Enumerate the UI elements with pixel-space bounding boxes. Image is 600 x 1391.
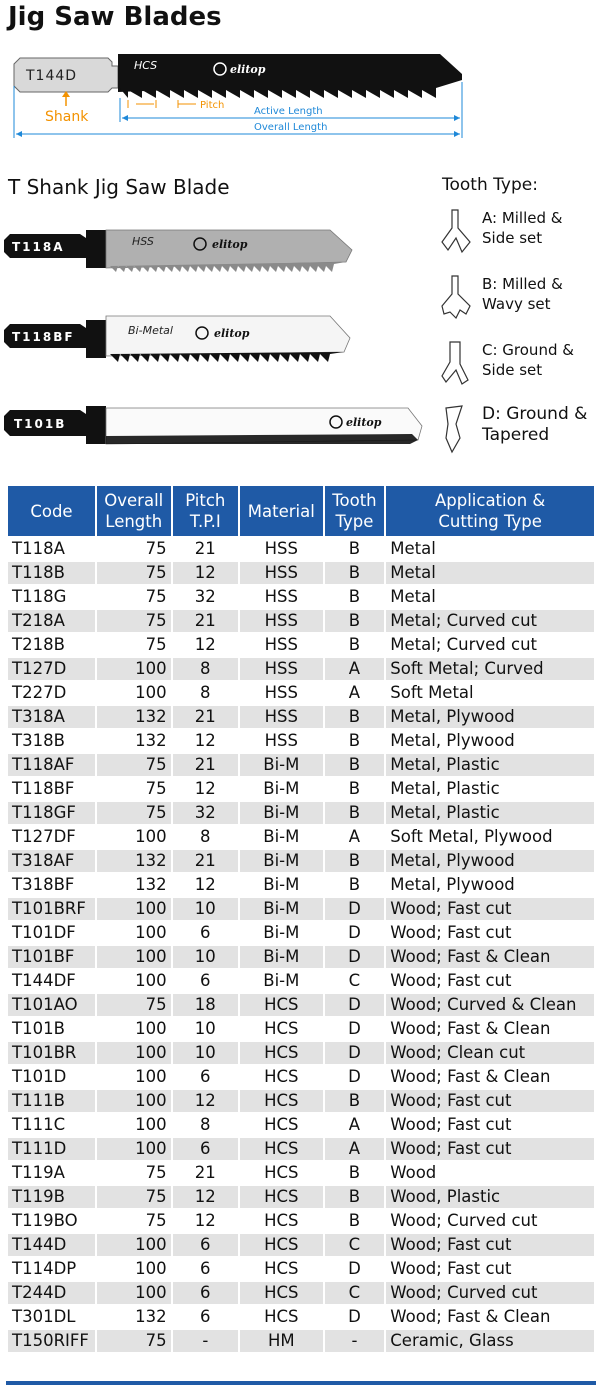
cell-pitch: 8 (173, 682, 238, 706)
cell-application: Metal, Plywood (386, 706, 594, 730)
cell-application: Ceramic, Glass (386, 1330, 594, 1354)
cell-code: T101B (8, 1018, 95, 1042)
cell-tooth-type: - (325, 1330, 385, 1354)
cell-pitch: 6 (173, 970, 238, 994)
cell-tooth-type: C (325, 1282, 385, 1306)
cell-material: Bi-M (240, 850, 323, 874)
cell-tooth-type: B (325, 586, 385, 610)
cell-tooth-type: B (325, 730, 385, 754)
table-row (8, 1018, 594, 1042)
cell-pitch: 10 (173, 946, 238, 970)
cell-application: Metal, Plastic (386, 802, 594, 826)
cell-overall-length: 75 (97, 634, 171, 658)
cell-application: Metal, Plywood (386, 730, 594, 754)
cell-pitch: 21 (173, 538, 238, 562)
cell-code: T218B (8, 634, 95, 658)
cell-code: T119A (8, 1162, 95, 1186)
cell-overall-length: 100 (97, 1114, 171, 1138)
cell-application: Metal; Curved cut (386, 634, 594, 658)
cell-code: T119B (8, 1186, 95, 1210)
blade-3-code: T101B (14, 417, 67, 431)
cell-application: Metal (386, 562, 594, 586)
cell-material: Bi-M (240, 754, 323, 778)
table-row (8, 1066, 594, 1090)
cell-code: T318AF (8, 850, 95, 874)
cell-code: T301DL (8, 1306, 95, 1330)
cell-code: T318B (8, 730, 95, 754)
cell-application: Soft Metal, Plywood (386, 826, 594, 850)
table-row (8, 1258, 594, 1282)
cell-application: Wood; Fast & Clean (386, 1066, 594, 1090)
cell-pitch: 12 (173, 562, 238, 586)
cell-overall-length: 100 (97, 1090, 171, 1114)
tooth-type-b (440, 274, 600, 334)
header-overall-length: Overall Length (97, 486, 171, 538)
table-row (8, 946, 594, 970)
cell-overall-length: 100 (97, 922, 171, 946)
cell-material: HCS (240, 1090, 323, 1114)
cell-pitch: 21 (173, 754, 238, 778)
cell-pitch: 10 (173, 898, 238, 922)
cell-pitch: 12 (173, 1186, 238, 1210)
cell-pitch: 12 (173, 634, 238, 658)
cell-pitch: 12 (173, 1090, 238, 1114)
cell-application: Metal, Plastic (386, 754, 594, 778)
cell-pitch: 6 (173, 1234, 238, 1258)
cell-application: Wood; Fast cut (386, 1138, 594, 1162)
cell-code: T127DF (8, 826, 95, 850)
cell-material: HCS (240, 994, 323, 1018)
table-row (8, 1234, 594, 1258)
table-row (8, 658, 594, 682)
cell-application: Wood; Fast cut (386, 1090, 594, 1114)
blade-2-material: Bi-Metal (128, 324, 173, 337)
cell-overall-length: 100 (97, 682, 171, 706)
table-row (8, 994, 594, 1018)
cell-material: Bi-M (240, 802, 323, 826)
table-row (8, 610, 594, 634)
cell-pitch: 10 (173, 1018, 238, 1042)
table-row (8, 1330, 594, 1354)
cell-overall-length: 100 (97, 1258, 171, 1282)
cell-tooth-type: A (325, 1114, 385, 1138)
cell-application: Wood; Fast cut (386, 898, 594, 922)
cell-overall-length: 132 (97, 850, 171, 874)
cell-material: HCS (240, 1258, 323, 1282)
cell-material: HM (240, 1330, 323, 1354)
cell-code: T118A (8, 538, 95, 562)
cell-application: Metal (386, 586, 594, 610)
cell-code: T101AO (8, 994, 95, 1018)
tooth-type-d (440, 404, 600, 464)
cell-pitch: 6 (173, 1066, 238, 1090)
cell-tooth-type: D (325, 1306, 385, 1330)
tooth-type-c-label: C: Ground & Side set (482, 341, 574, 379)
cell-code: T227D (8, 682, 95, 706)
blade-spec-table (6, 486, 596, 1354)
table-row (8, 682, 594, 706)
cell-material: HSS (240, 610, 323, 634)
cell-application: Wood; Fast cut (386, 1258, 594, 1282)
cell-code: T101BR (8, 1042, 95, 1066)
cell-tooth-type: D (325, 1042, 385, 1066)
cell-tooth-type: B (325, 1162, 385, 1186)
cell-code: T111B (8, 1090, 95, 1114)
cell-tooth-type: D (325, 898, 385, 922)
cell-application: Wood; Fast & Clean (386, 1018, 594, 1042)
cell-overall-length: 132 (97, 874, 171, 898)
table-row (8, 1138, 594, 1162)
cell-application: Soft Metal (386, 682, 594, 706)
cell-overall-length: 75 (97, 1210, 171, 1234)
diagram-material-label: HCS (134, 59, 158, 72)
cell-application: Metal, Plywood (386, 874, 594, 898)
bottom-bar (6, 1381, 596, 1385)
cell-pitch: 12 (173, 1210, 238, 1234)
cell-tooth-type: B (325, 874, 385, 898)
cell-material: Bi-M (240, 922, 323, 946)
cell-pitch: - (173, 1330, 238, 1354)
blade-image-1 (0, 216, 380, 276)
cell-tooth-type: B (325, 706, 385, 730)
cell-pitch: 8 (173, 1114, 238, 1138)
cell-overall-length: 100 (97, 1066, 171, 1090)
cell-tooth-type: B (325, 562, 385, 586)
blade-3-brand: elitop (346, 416, 382, 429)
diagram-overall-length-label: Overall Length (254, 122, 328, 133)
cell-material: HCS (240, 1210, 323, 1234)
header-pitch: Pitch T.P.I (173, 486, 238, 538)
table-row (8, 1306, 594, 1330)
cell-overall-length: 100 (97, 658, 171, 682)
cell-application: Wood; Fast & Clean (386, 946, 594, 970)
cell-tooth-type: B (325, 802, 385, 826)
cell-tooth-type: A (325, 1138, 385, 1162)
table-row (8, 538, 594, 562)
cell-pitch: 21 (173, 850, 238, 874)
table-row (8, 1090, 594, 1114)
cell-material: Bi-M (240, 874, 323, 898)
tooth-type-a-label: A: Milled & Side set (482, 209, 563, 247)
cell-material: HSS (240, 682, 323, 706)
cell-pitch: 8 (173, 658, 238, 682)
cell-tooth-type: B (325, 1210, 385, 1234)
table-row (8, 874, 594, 898)
cell-overall-length: 132 (97, 730, 171, 754)
cell-application: Wood; Fast & Clean (386, 1306, 594, 1330)
cell-material: HCS (240, 1306, 323, 1330)
cell-material: HSS (240, 562, 323, 586)
cell-tooth-type: D (325, 1018, 385, 1042)
blade-1-brand: elitop (212, 238, 248, 251)
cell-application: Wood; Fast cut (386, 1114, 594, 1138)
cell-overall-length: 75 (97, 586, 171, 610)
cell-code: T101D (8, 1066, 95, 1090)
cell-code: T119BO (8, 1210, 95, 1234)
cell-overall-length: 100 (97, 1234, 171, 1258)
cell-pitch: 18 (173, 994, 238, 1018)
cell-material: HCS (240, 1234, 323, 1258)
cell-overall-length: 132 (97, 706, 171, 730)
cell-tooth-type: D (325, 994, 385, 1018)
table-row (8, 1114, 594, 1138)
tooth-type-a (440, 208, 600, 268)
cell-tooth-type: A (325, 658, 385, 682)
table-row (8, 754, 594, 778)
cell-application: Metal (386, 538, 594, 562)
table-row (8, 562, 594, 586)
cell-code: T118BF (8, 778, 95, 802)
diagram-blade-teeth (118, 74, 462, 98)
table-row (8, 1210, 594, 1234)
cell-code: T114DP (8, 1258, 95, 1282)
cell-material: HSS (240, 658, 323, 682)
cell-code: T144DF (8, 970, 95, 994)
table-row (8, 970, 594, 994)
cell-application: Wood; Fast cut (386, 970, 594, 994)
table-row (8, 730, 594, 754)
table-row (8, 706, 594, 730)
cell-pitch: 6 (173, 922, 238, 946)
diagram-shank-label: Shank (45, 109, 89, 125)
cell-material: HSS (240, 730, 323, 754)
cell-tooth-type: B (325, 538, 385, 562)
cell-application: Wood, Plastic (386, 1186, 594, 1210)
cell-overall-length: 75 (97, 778, 171, 802)
blade-1-code: T118A (12, 240, 65, 254)
table-row (8, 586, 594, 610)
cell-code: T111C (8, 1114, 95, 1138)
tooth-type-b-label: B: Milled & Wavy set (482, 275, 563, 313)
cell-tooth-type: A (325, 682, 385, 706)
cell-pitch: 32 (173, 802, 238, 826)
cell-pitch: 21 (173, 1162, 238, 1186)
cell-pitch: 10 (173, 1042, 238, 1066)
cell-code: T127D (8, 658, 95, 682)
cell-pitch: 21 (173, 610, 238, 634)
header-tooth-type: Tooth Type (325, 486, 385, 538)
table-row (8, 634, 594, 658)
ground-side-set-icon (440, 340, 476, 388)
cell-overall-length: 75 (97, 610, 171, 634)
blade-1-material: HSS (132, 235, 154, 248)
milled-side-set-icon (440, 208, 476, 256)
cell-pitch: 6 (173, 1258, 238, 1282)
ground-tapered-icon (440, 404, 476, 454)
cell-overall-length: 75 (97, 538, 171, 562)
cell-tooth-type: B (325, 754, 385, 778)
cell-code: T244D (8, 1282, 95, 1306)
cell-material: HSS (240, 706, 323, 730)
table-row (8, 1162, 594, 1186)
diagram-brand: elitop (230, 63, 266, 76)
cell-code: T150RIFF (8, 1330, 95, 1354)
cell-overall-length: 132 (97, 1306, 171, 1330)
blade-dimension-diagram (0, 40, 600, 145)
cell-tooth-type: C (325, 970, 385, 994)
cell-overall-length: 100 (97, 898, 171, 922)
cell-overall-length: 100 (97, 1018, 171, 1042)
cell-overall-length: 100 (97, 1282, 171, 1306)
cell-material: HCS (240, 1282, 323, 1306)
cell-material: HCS (240, 1066, 323, 1090)
cell-material: HCS (240, 1114, 323, 1138)
header-application: Application & Cutting Type (386, 486, 594, 538)
cell-material: HCS (240, 1162, 323, 1186)
cell-code: T101DF (8, 922, 95, 946)
blade-image-3 (0, 396, 440, 456)
cell-application: Wood; Curved cut (386, 1210, 594, 1234)
cell-overall-length: 100 (97, 970, 171, 994)
milled-wavy-set-icon (440, 274, 476, 322)
cell-material: HSS (240, 634, 323, 658)
cell-code: T101BF (8, 946, 95, 970)
cell-material: HSS (240, 538, 323, 562)
cell-overall-length: 75 (97, 994, 171, 1018)
cell-code: T144D (8, 1234, 95, 1258)
header-material: Material (240, 486, 323, 538)
cell-tooth-type: B (325, 850, 385, 874)
cell-overall-length: 75 (97, 1186, 171, 1210)
tooth-type-c (440, 340, 600, 400)
cell-tooth-type: B (325, 1186, 385, 1210)
cell-code: T318A (8, 706, 95, 730)
cell-code: T218A (8, 610, 95, 634)
cell-overall-length: 100 (97, 946, 171, 970)
cell-code: T111D (8, 1138, 95, 1162)
cell-tooth-type: B (325, 610, 385, 634)
cell-tooth-type: B (325, 1090, 385, 1114)
cell-pitch: 12 (173, 874, 238, 898)
cell-pitch: 6 (173, 1306, 238, 1330)
cell-pitch: 6 (173, 1138, 238, 1162)
cell-code: T318BF (8, 874, 95, 898)
table-row (8, 922, 594, 946)
cell-application: Wood; Fast cut (386, 922, 594, 946)
cell-tooth-type: D (325, 1066, 385, 1090)
cell-application: Metal, Plywood (386, 850, 594, 874)
cell-application: Metal, Plastic (386, 778, 594, 802)
header-code: Code (8, 486, 95, 538)
cell-overall-length: 75 (97, 562, 171, 586)
page-title: Jig Saw Blades (8, 2, 222, 32)
table-row (8, 826, 594, 850)
cell-pitch: 12 (173, 778, 238, 802)
table-row (8, 1042, 594, 1066)
table-row (8, 1186, 594, 1210)
cell-overall-length: 100 (97, 1042, 171, 1066)
cell-tooth-type: C (325, 1234, 385, 1258)
cell-code: T101BRF (8, 898, 95, 922)
cell-material: HCS (240, 1018, 323, 1042)
cell-code: T118AF (8, 754, 95, 778)
cell-material: Bi-M (240, 826, 323, 850)
cell-code: T118B (8, 562, 95, 586)
diagram-active-length-label: Active Length (254, 106, 323, 117)
cell-tooth-type: D (325, 1258, 385, 1282)
cell-material: HSS (240, 586, 323, 610)
tooth-type-d-label: D: Ground & Tapered (482, 404, 588, 445)
table-row (8, 802, 594, 826)
cell-application: Wood (386, 1162, 594, 1186)
cell-tooth-type: B (325, 778, 385, 802)
cell-application: Wood; Curved & Clean (386, 994, 594, 1018)
cell-material: Bi-M (240, 778, 323, 802)
cell-material: Bi-M (240, 970, 323, 994)
diagram-blade-code: T144D (26, 68, 78, 84)
cell-overall-length: 75 (97, 754, 171, 778)
cell-material: HCS (240, 1042, 323, 1066)
cell-application: Wood; Fast cut (386, 1234, 594, 1258)
table-row (8, 850, 594, 874)
cell-pitch: 12 (173, 730, 238, 754)
table-row (8, 778, 594, 802)
cell-pitch: 6 (173, 1282, 238, 1306)
cell-material: Bi-M (240, 946, 323, 970)
cell-application: Wood; Curved cut (386, 1282, 594, 1306)
cell-overall-length: 75 (97, 1330, 171, 1354)
blade-image-2 (0, 306, 380, 366)
blade-2-brand: elitop (214, 327, 250, 340)
cell-overall-length: 75 (97, 1162, 171, 1186)
cell-application: Metal; Curved cut (386, 610, 594, 634)
table-row (8, 898, 594, 922)
cell-pitch: 8 (173, 826, 238, 850)
cell-tooth-type: D (325, 946, 385, 970)
cell-overall-length: 75 (97, 802, 171, 826)
tooth-type-title: Tooth Type: (442, 175, 538, 195)
section-subtitle: T Shank Jig Saw Blade (8, 175, 230, 199)
cell-code: T118GF (8, 802, 95, 826)
cell-tooth-type: D (325, 922, 385, 946)
cell-overall-length: 100 (97, 826, 171, 850)
blade-2-code: T118BF (12, 330, 75, 344)
cell-material: HCS (240, 1186, 323, 1210)
cell-code: T118G (8, 586, 95, 610)
cell-application: Soft Metal; Curved (386, 658, 594, 682)
table-row (8, 1282, 594, 1306)
cell-overall-length: 100 (97, 1138, 171, 1162)
cell-application: Wood; Clean cut (386, 1042, 594, 1066)
cell-tooth-type: A (325, 826, 385, 850)
table-header-row (8, 486, 594, 538)
cell-pitch: 21 (173, 706, 238, 730)
cell-material: HCS (240, 1138, 323, 1162)
diagram-pitch-label: Pitch (200, 100, 225, 111)
cell-tooth-type: B (325, 634, 385, 658)
cell-material: Bi-M (240, 898, 323, 922)
cell-pitch: 32 (173, 586, 238, 610)
